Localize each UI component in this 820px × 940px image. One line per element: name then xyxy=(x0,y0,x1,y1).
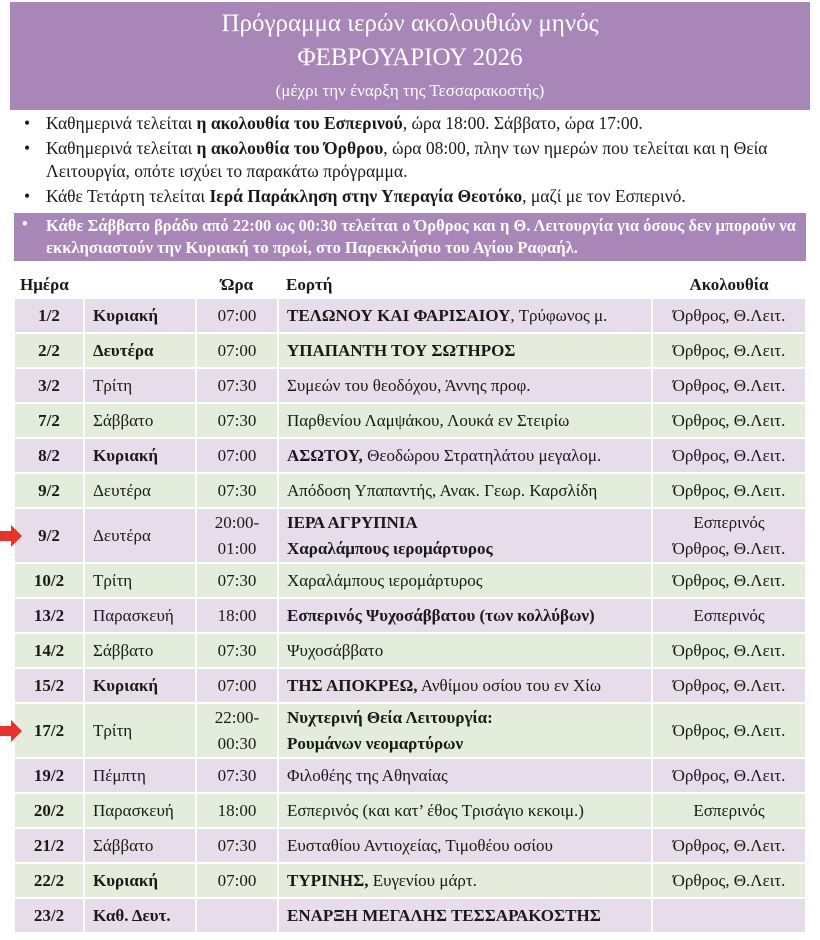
time-line: 07:30 xyxy=(217,835,257,855)
cell-service xyxy=(652,403,806,438)
cell-time xyxy=(196,598,278,633)
feast-bold: ΕΝΑΡΞΗ ΜΕΓΑΛΗΣ ΤΕΣΣΑΡΑΚΟΣΤΗΣ xyxy=(287,905,601,925)
cell-date: 23/2 xyxy=(14,898,84,933)
note-bold: Ιερά Παράκληση στην Υπεραγία Θεοτόκο xyxy=(209,186,523,206)
cell-service xyxy=(652,828,806,863)
cell-feast xyxy=(278,403,652,438)
red-arrow-icon xyxy=(0,524,22,548)
feast-text: Ψυχοσάββατο xyxy=(287,640,384,660)
time-line: 07:30 xyxy=(217,765,257,785)
time-line: 18:00 xyxy=(217,800,257,820)
column-header-time: Ώρα xyxy=(220,275,254,294)
cell-day: Κυριακή xyxy=(84,668,196,703)
cell-date: 20/2 xyxy=(14,793,84,828)
table-header-row xyxy=(14,272,806,298)
note-item-highlighted xyxy=(14,213,806,261)
cell-service xyxy=(652,438,806,473)
cell-feast xyxy=(278,508,652,563)
cell-day: Τρίτη xyxy=(84,368,196,403)
note-text: , μαζί με τον Εσπερινό. xyxy=(522,186,686,206)
note-text: , ώρα 08:00, πλην των ημερών που τελείται και η Θεία Λειτουργία, οπότε ισχύει το παρακάτω πρόγραμμα. xyxy=(46,138,768,181)
feast-bold: ΤΥΡΙΝΗΣ, xyxy=(287,870,369,890)
cell-day: Δευτέρα xyxy=(84,473,196,508)
cell-service xyxy=(652,473,806,508)
table-row xyxy=(14,898,806,933)
feast-text: Συμεών του θεοδόχου, Άννης προφ. xyxy=(287,375,531,395)
service-line: Όρθρος, Θ.Λειτ. xyxy=(672,480,786,500)
service-line: Όρθρος, Θ.Λειτ. xyxy=(672,570,786,590)
table-row xyxy=(14,333,806,368)
time-line: 00:30 xyxy=(217,733,257,753)
page-subtitle: (μέχρι την έναρξη της Τεσσαρακοστής) xyxy=(275,81,545,100)
table-row xyxy=(14,703,806,758)
cell-service xyxy=(652,508,806,563)
table-row xyxy=(14,508,806,563)
cell-date: 8/2 xyxy=(14,438,84,473)
note-text: Κάθε Σάββατο βράδυ από 22:00 ως 00:30 τελείται ο Όρθρος και η Θ. Λειτουργία για όσους δεν μπορούν να εκκλησιαστούν την Κυριακή το πρωί, στο Παρεκκλήσιο του Αγίου Ραφαήλ. xyxy=(46,216,796,257)
table-row xyxy=(14,438,806,473)
service-line: Όρθρος, Θ.Λειτ. xyxy=(672,720,786,740)
cell-day: Σάββατο xyxy=(84,633,196,668)
feast-bold: ΑΣΩΤΟΥ, xyxy=(287,445,363,465)
cell-service xyxy=(652,333,806,368)
feast-bold: Εσπερινός Ψυχοσάββατου (των κολλύβων) xyxy=(287,605,595,625)
cell-time xyxy=(196,403,278,438)
cell-service xyxy=(652,563,806,598)
cell-date: 15/2 xyxy=(14,668,84,703)
page-title-month: ΦΕΒΡΟΥΑΡΙΟΥ 2026 xyxy=(297,44,523,71)
cell-date: 21/2 xyxy=(14,828,84,863)
feast-line: Χαραλάμπους ιερομάρτυρος xyxy=(287,538,493,558)
cell-day: Κυριακή xyxy=(84,438,196,473)
cell-service xyxy=(652,793,806,828)
cell-time xyxy=(196,828,278,863)
table-row xyxy=(14,633,806,668)
cell-day: Σάββατο xyxy=(84,828,196,863)
feast-bold: ΤΗΣ ΑΠΟΚΡΕΩ, xyxy=(287,675,418,695)
cell-feast xyxy=(278,473,652,508)
note-text: Καθημερινά τελείται xyxy=(46,113,197,133)
table-row xyxy=(14,828,806,863)
feast-text: Ανθίμου οσίου του εν Χίω xyxy=(417,675,602,695)
feast-bold: ΥΠΑΠΑΝΤΗ ΤΟΥ ΣΩΤΗΡΟΣ xyxy=(287,340,516,360)
table-row xyxy=(14,563,806,598)
bullet-icon: • xyxy=(24,186,31,206)
cell-time xyxy=(196,508,278,563)
note-item xyxy=(14,185,806,208)
feast-text: Ευσταθίου Αντιοχείας, Τιμοθέου οσίου xyxy=(287,835,553,855)
cell-feast xyxy=(278,298,652,333)
cell-feast xyxy=(278,758,652,793)
cell-feast xyxy=(278,703,652,758)
cell-service xyxy=(652,598,806,633)
note-text: , ώρα 18:00. Σάββατο, ώρα 17:00. xyxy=(402,113,643,133)
cell-day: Σάββατο xyxy=(84,403,196,438)
cell-day: Κυριακή xyxy=(84,298,196,333)
note-text: Κάθε Τετάρτη τελείται xyxy=(46,186,210,206)
cell-date: 9/2 xyxy=(14,508,84,563)
cell-service xyxy=(652,368,806,403)
red-arrow-icon xyxy=(0,719,22,743)
note-item xyxy=(14,112,806,135)
cell-service xyxy=(652,703,806,758)
cell-feast xyxy=(278,368,652,403)
service-line: Όρθρος, Θ.Λειτ. xyxy=(672,675,786,695)
cell-day: Τρίτη xyxy=(84,563,196,598)
service-line: Εσπερινός xyxy=(693,512,765,532)
cell-day: Δευτέρα xyxy=(84,333,196,368)
header-banner xyxy=(10,2,810,110)
note-bold: η ακολουθία του Όρθρου xyxy=(196,138,384,158)
cell-date: 7/2 xyxy=(14,403,84,438)
cell-feast xyxy=(278,438,652,473)
time-line: 07:30 xyxy=(217,480,257,500)
cell-service xyxy=(652,898,806,933)
cell-time xyxy=(196,333,278,368)
cell-time xyxy=(196,368,278,403)
cell-time xyxy=(196,758,278,793)
bullet-icon: • xyxy=(24,138,31,158)
time-line: 20:00- xyxy=(214,512,260,532)
feast-text: Χαραλάμπους ιερομάρτυρος xyxy=(287,570,483,590)
time-line: 07:00 xyxy=(217,340,257,360)
cell-time xyxy=(196,473,278,508)
table-row xyxy=(14,473,806,508)
cell-day: Παρασκευή xyxy=(84,793,196,828)
cell-feast xyxy=(278,863,652,898)
cell-date: 19/2 xyxy=(14,758,84,793)
feast-bold: ΤΕΛΩΝΟΥ ΚΑΙ ΦΑΡΙΣΑΙΟΥ xyxy=(287,305,511,325)
cell-service xyxy=(652,863,806,898)
note-item xyxy=(14,137,806,183)
notes-list xyxy=(14,112,806,261)
cell-day: Καθ. Δευτ. xyxy=(84,898,196,933)
cell-day: Τρίτη xyxy=(84,703,196,758)
feast-text: Θεοδώρου Στρατηλάτου μεγαλομ. xyxy=(362,445,602,465)
service-line: Όρθρος, Θ.Λειτ. xyxy=(672,835,786,855)
feast-text: , Τρύφωνος μ. xyxy=(510,305,608,325)
time-line: 07:00 xyxy=(217,675,257,695)
cell-day: Κυριακή xyxy=(84,863,196,898)
cell-feast xyxy=(278,633,652,668)
cell-service xyxy=(652,633,806,668)
note-bold: η ακολουθία του Εσπερινού xyxy=(196,113,403,133)
feast-text: Παρθενίου Λαμψάκου, Λουκά εν Στειρίω xyxy=(287,410,570,430)
feast-line: ΙΕΡΑ ΑΓΡΥΠΝΙΑ xyxy=(287,512,418,532)
time-line: 07:30 xyxy=(217,410,257,430)
feast-line: Νυχτερινή Θεία Λειτουργία: xyxy=(287,707,493,727)
cell-time xyxy=(196,298,278,333)
cell-feast xyxy=(278,333,652,368)
feast-line: Ρουμάνων νεομαρτύρων xyxy=(287,733,464,753)
cell-service xyxy=(652,758,806,793)
service-line: Όρθρος, Θ.Λειτ. xyxy=(672,340,786,360)
cell-date: 22/2 xyxy=(14,863,84,898)
cell-date: 1/2 xyxy=(14,298,84,333)
service-line: Όρθρος, Θ.Λειτ. xyxy=(672,305,786,325)
time-line: 07:30 xyxy=(217,640,257,660)
note-text: Καθημερινά τελείται xyxy=(46,138,197,158)
cell-time xyxy=(196,563,278,598)
column-header-day: Ημέρα xyxy=(20,275,69,294)
cell-time xyxy=(196,898,278,933)
cell-feast xyxy=(278,668,652,703)
service-line: Όρθρος, Θ.Λειτ. xyxy=(672,375,786,395)
time-line: 22:00- xyxy=(214,707,260,727)
column-header-service: Ακολουθία xyxy=(689,275,769,294)
cell-time xyxy=(196,703,278,758)
feast-text: Απόδοση Υπαπαντής, Ανακ. Γεωρ. Καρσλίδη xyxy=(287,480,598,500)
cell-date: 17/2 xyxy=(14,703,84,758)
time-line: 07:00 xyxy=(217,305,257,325)
table-row xyxy=(14,668,806,703)
cell-day: Δευτέρα xyxy=(84,508,196,563)
schedule-table xyxy=(14,272,806,933)
cell-time xyxy=(196,633,278,668)
table-row xyxy=(14,403,806,438)
cell-feast xyxy=(278,793,652,828)
table-row xyxy=(14,298,806,333)
cell-day: Πέμπτη xyxy=(84,758,196,793)
feast-text: Φιλοθέης της Αθηναίας xyxy=(287,765,448,785)
service-line: Όρθρος, Θ.Λειτ. xyxy=(672,765,786,785)
service-line: Εσπερινός xyxy=(693,800,765,820)
service-line: Όρθρος, Θ.Λειτ. xyxy=(672,410,786,430)
cell-feast xyxy=(278,598,652,633)
cell-date: 13/2 xyxy=(14,598,84,633)
feast-text: Εσπερινός (και κατ’ έθος Τρισάγιο κεκοιμ.) xyxy=(287,800,584,820)
time-line: 07:00 xyxy=(217,445,257,465)
cell-time xyxy=(196,863,278,898)
cell-time xyxy=(196,438,278,473)
table-row xyxy=(14,793,806,828)
cell-time xyxy=(196,668,278,703)
cell-date: 14/2 xyxy=(14,633,84,668)
cell-feast xyxy=(278,828,652,863)
service-line: Εσπερινός xyxy=(693,605,765,625)
table-row xyxy=(14,758,806,793)
cell-service xyxy=(652,298,806,333)
table-row xyxy=(14,368,806,403)
cell-day: Παρασκευή xyxy=(84,598,196,633)
cell-service xyxy=(652,668,806,703)
service-line: Όρθρος, Θ.Λειτ. xyxy=(672,445,786,465)
cell-time xyxy=(196,793,278,828)
service-line: Όρθρος, Θ.Λειτ. xyxy=(672,538,786,558)
table-row xyxy=(14,598,806,633)
table-row xyxy=(14,863,806,898)
cell-feast xyxy=(278,898,652,933)
bullet-icon: • xyxy=(24,113,31,133)
cell-date: 3/2 xyxy=(14,368,84,403)
page-title: Πρόγραμμα ιερών ακολουθιών μηνός xyxy=(221,10,599,37)
bullet-icon: • xyxy=(22,214,28,233)
cell-date: 10/2 xyxy=(14,563,84,598)
time-line: 01:00 xyxy=(217,538,257,558)
service-line: Όρθρος, Θ.Λειτ. xyxy=(672,870,786,890)
feast-text: Ευγενίου μάρτ. xyxy=(368,870,477,890)
time-line: 18:00 xyxy=(217,605,257,625)
time-line: 07:30 xyxy=(217,375,257,395)
cell-feast xyxy=(278,563,652,598)
time-line: 07:30 xyxy=(217,570,257,590)
cell-date: 9/2 xyxy=(14,473,84,508)
cell-date: 2/2 xyxy=(14,333,84,368)
column-header-feast: Εορτή xyxy=(286,275,333,294)
service-line: Όρθρος, Θ.Λειτ. xyxy=(672,640,786,660)
time-line: 07:00 xyxy=(217,870,257,890)
